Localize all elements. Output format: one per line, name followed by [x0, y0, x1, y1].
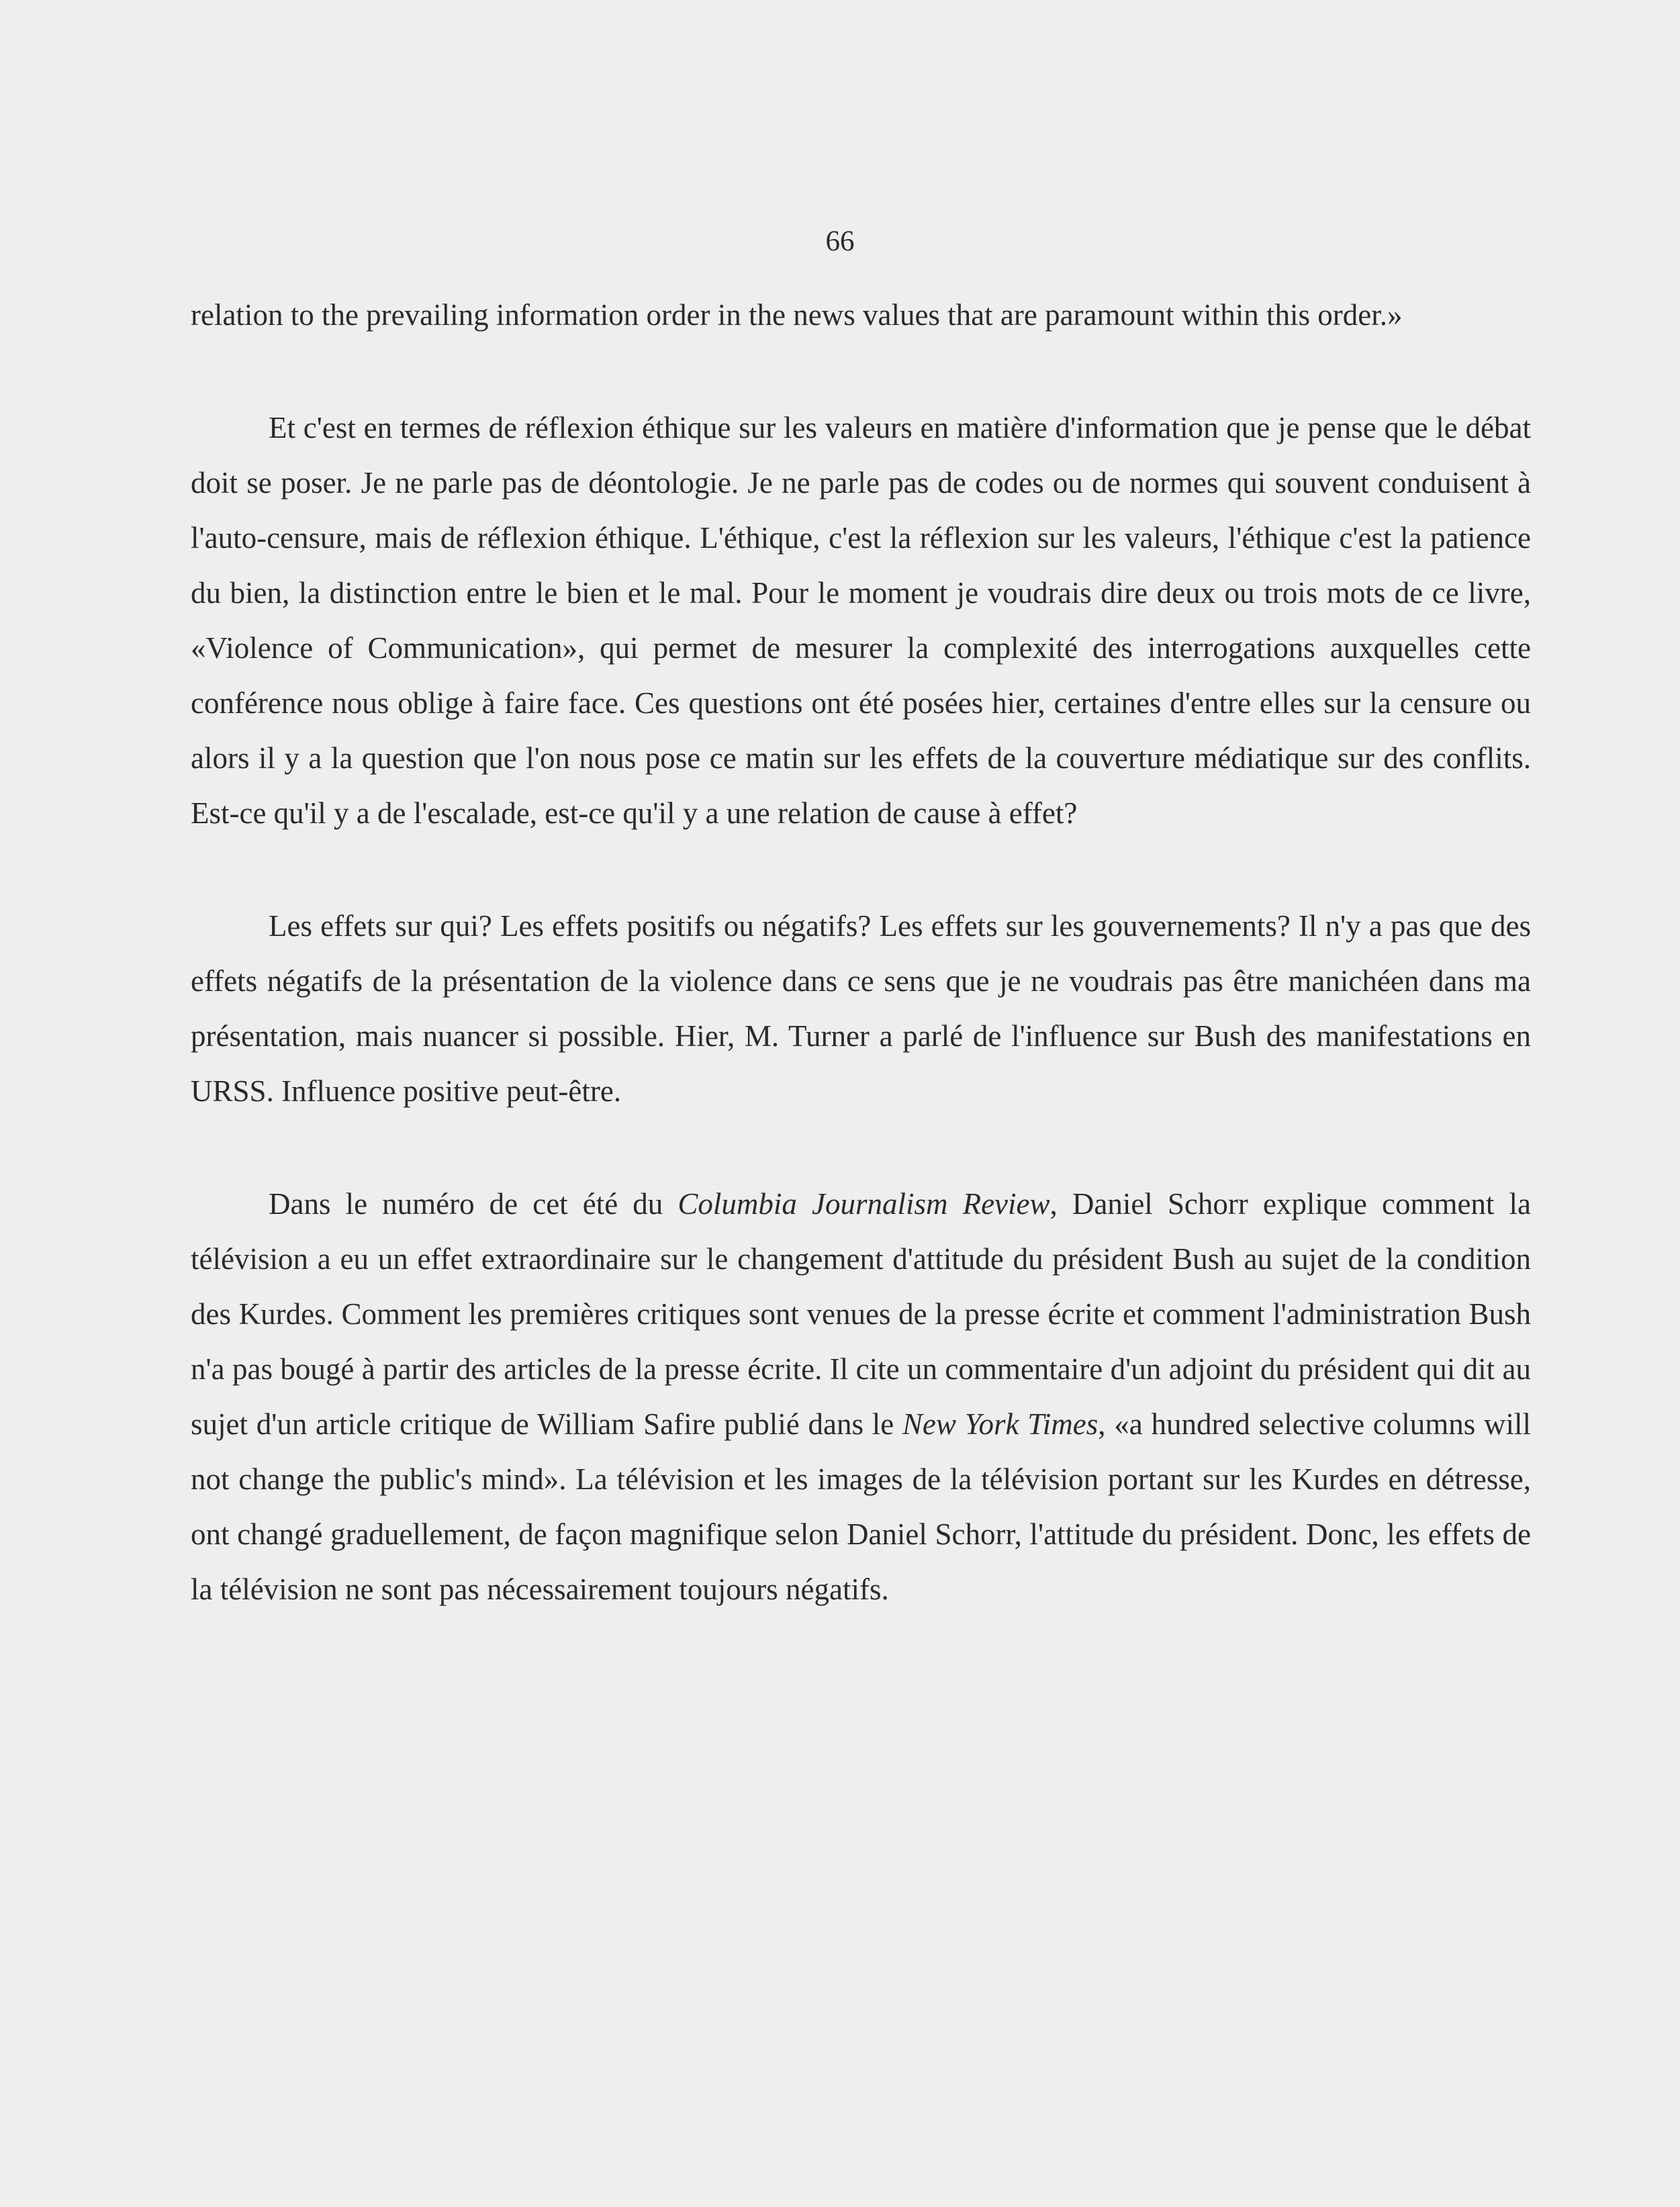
paragraph — [191, 1176, 1531, 1617]
body-text — [191, 287, 1531, 1617]
text-segment: , «a hundred selective columns will not change the public's mind». La télévision et les images de la télévision portant sur les Kurdes en détresse, ont changé graduellement, de façon magnifique selon Daniel Schorr, l'attitude du président. Donc, les effets de la télévision ne sont pas nécessairement toujours négatifs. — [191, 1407, 1531, 1606]
italic-title: Columbia Journalism Review — [678, 1187, 1050, 1221]
text-segment: Dans le numéro de cet été du — [269, 1187, 678, 1221]
paragraph — [191, 898, 1531, 1119]
text-segment: relation to the prevailing information order in the news values that are paramount within this order.» — [191, 298, 1403, 332]
text-segment: Et c'est en termes de réflexion éthique sur les valeurs en matière d'information que je pense que le débat doit se poser. Je ne parle pas de déontologie. Je ne parle pas de codes ou de normes qui souvent conduisent à l'auto-censure, mais de réflexion éthique. L'éthique, c'est la réflexion sur les valeurs, l'éthique c'est la patience du bien, la distinction entre le bien et le mal. Pour le moment je voudrais dire deux ou trois mots de ce livre, «Violence of Communication», qui permet de mesurer la complexité des interrogations auxquelles cette conférence nous oblige à faire face. Ces questions ont été posées hier, certaines d'entre elles sur la censure ou alors il y a la question que l'on nous pose ce matin sur les effets de la couverture médiatique sur des conflits. Est-ce qu'il y a de l'escalade, est-ce qu'il y a une relation de cause à effet? — [191, 411, 1531, 830]
page-number: 66 — [825, 226, 855, 257]
text-segment: Les effets sur qui? Les effets positifs ou négatifs? Les effets sur les gouvernements? Il n'y a pas que des effets négatifs de la présentation de la violence dans ce sens que je ne voudrais pas être manichéen dans ma présentation, mais nuancer si possible. Hier, M. Turner a parlé de l'influence sur Bush des manifestations en URSS. Influence positive peut-être. — [191, 909, 1531, 1108]
text-segment: , Daniel Schorr explique comment la télévision a eu un effet extraordinaire sur le changement d'attitude du président Bush au sujet de la condition des Kurdes. Comment les premières critiques sont venues de la presse écrite et comment l'administration Bush n'a pas bougé à partir des articles de la presse écrite. Il cite un commentaire d'un adjoint du président qui dit au sujet d'un article critique de William Safire publié dans le — [191, 1187, 1531, 1441]
paragraph — [191, 400, 1531, 841]
paragraph — [191, 287, 1531, 342]
italic-title: New York Times — [902, 1407, 1099, 1441]
